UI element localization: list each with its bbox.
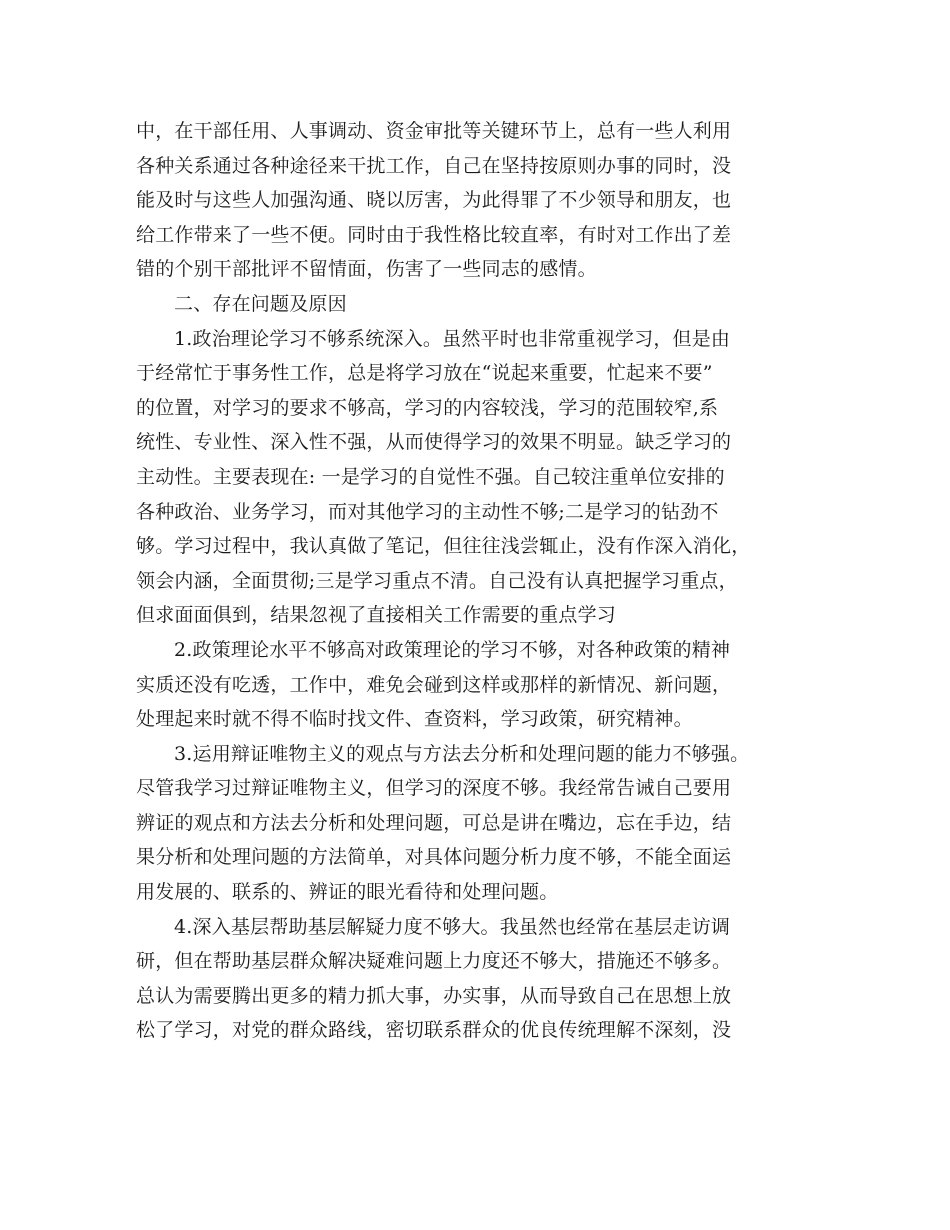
text-line: 够。学习过程中，我认真做了笔记，但往往浅尝辄止，没有作深入消化， <box>136 535 751 558</box>
text-line: 的位置，对学习的要求不够高，学习的内容较浅，学习的范围较窄,系 <box>136 396 719 419</box>
text-line: 错的个别干部批评不留情面，伤害了一些同志的感情。 <box>136 258 597 281</box>
text-line: 能及时与这些人加强沟通、晓以厉害，为此得罪了不少领导和朋友，也 <box>136 189 732 212</box>
text-line: 研，但在帮助基层群众解决疑难问题上力度还不够大，措施还不够多。 <box>136 950 732 973</box>
text-line: 二、存在问题及原因 <box>174 292 347 315</box>
document-body <box>136 114 816 1048</box>
text-line: 4.深入基层帮助基层解疑力度不够大。我虽然也经常在基层走访调 <box>174 915 731 938</box>
text-line: 用发展的、联系的、辨证的眼光看待和处理问题。 <box>136 881 559 904</box>
text-line: 果分析和处理问题的方法简单，对具体问题分析力度不够，不能全面运 <box>136 846 732 869</box>
text-line: 尽管我学习过辩证唯物主义，但学习的深度不够。我经常告诫自己要用 <box>136 777 732 800</box>
text-line: 中，在干部任用、人事调动、资金审批等关键环节上，总有一些人利用 <box>136 120 732 142</box>
text-line: 处理起来时就不得不临时找文件、查资料，学习政策，研究精神。 <box>136 708 693 731</box>
text-line: 各种政治、业务学习，而对其他学习的主动性不够;二是学习的钻劲不 <box>136 500 719 523</box>
text-line: 领会内涵，全面贯彻;三是学习重点不清。自己没有认真把握学习重点， <box>136 569 738 592</box>
text-line: 统性、专业性、深入性不强，从而使得学习的效果不明显。缺乏学习的 <box>136 431 732 454</box>
text-line: 2.政策理论水平不够高对政策理论的学习不够，对各种政策的精神 <box>174 638 731 661</box>
text-line: 于经常忙于事务性工作，总是将学习放在“说起来重要，忙起来不要” <box>136 362 713 385</box>
text-line: 3.运用辩证唯物主义的观点与方法去分析和处理问题的能力不够强。 <box>174 742 750 765</box>
text-line: 实质还没有吃透，工作中，难免会碰到这样或那样的新情况、新问题， <box>136 673 732 696</box>
text-line: 主动性。主要表现在: 一是学习的自觉性不强。自己较注重单位安排的 <box>136 465 725 488</box>
text-line: 松了学习，对党的群众路线，密切联系群众的优良传统理解不深刻，没 <box>136 1019 732 1042</box>
text-line: 辨证的观点和方法去分析和处理问题，可总是讲在嘴边，忘在手边，结 <box>136 811 732 834</box>
text-line: 给工作带来了一些不便。同时由于我性格比较直率，有时对工作出了差 <box>136 223 732 246</box>
text-line: 1.政治理论学习不够系统深入。虽然平时也非常重视学习，但是由 <box>174 327 731 350</box>
text-line: 但求面面俱到，结果忽视了直接相关工作需要的重点学习 <box>136 604 617 627</box>
text-line: 各种关系通过各种途径来干扰工作，自己在坚持按原则办事的同时，没 <box>136 154 732 177</box>
text-line: 总认为需要腾出更多的精力抓大事，办实事，从而导致自己在思想上放 <box>136 984 732 1007</box>
